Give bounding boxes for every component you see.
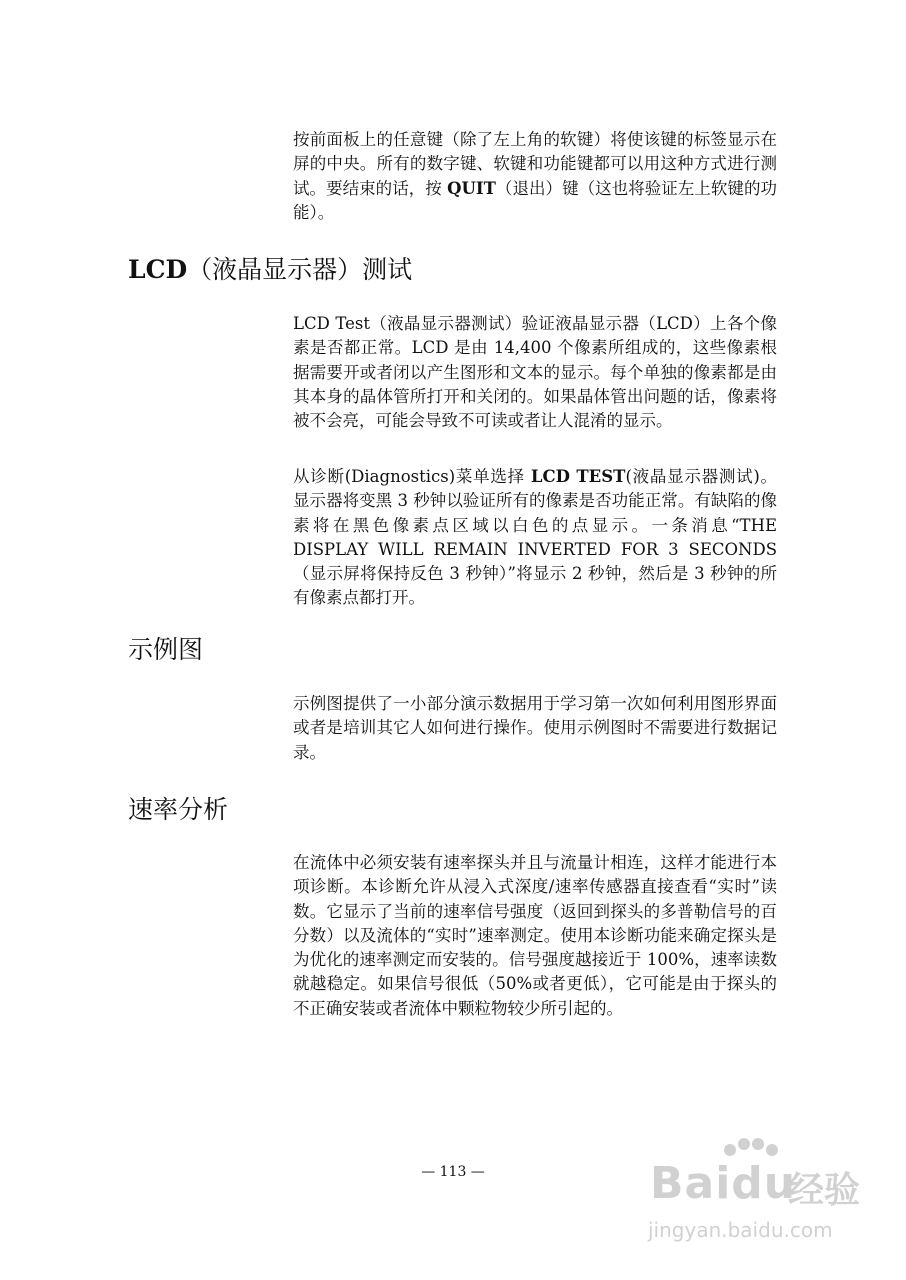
sample-heading: 示例图 [128,635,204,664]
lcd-paragraph-1: LCD Test（液晶显示器测试）验证液晶显示器（LCD）上各个像素是否都正常。LCD 是由 14,400 个像素所组成的，这些像素根据需要开或者闭以产生图形和文本的显示。每个单独的像素都是由其本身的晶体管所打开和关闭的。如果晶体管出问题的话，像素将被不会亮，可能会导致不可读或者让人混淆的显示。 [293,314,777,431]
watermark-brand-cn: 经验 [788,1170,861,1211]
rate-analysis-paragraph: 在流体中必须安装有速率探头并且与流量计相连，这样才能进行本项诊断。本诊断允许从浸入式深度/速率传感器直接查看“实时”读数。它显示了当前的速率信号强度（返回到探头的多普勒信号的百分数）以及流体的“实时”速率测定。使用本诊断功能来确定探头是为优化的速率测定而安装的。信号强度越接近于 100%，速率读数就越稳定。如果信号很低（50%或者更低），它可能是由于探头的不正确安装或者流体中颗粒物较少所引起的。 [293,853,777,1018]
page-number: — 113 — [421,1164,485,1180]
lcd-test-heading [128,255,412,285]
watermark-brand: Baidu [650,1158,797,1209]
lcd-heading-rest: （液晶显示器）测试 [187,255,413,284]
rate-analysis-heading: 速率分析 [128,795,229,824]
lcd-heading-bold: LCD [128,255,188,284]
lcd-paragraph-2 [293,465,777,611]
quit-key-label: QUIT [447,178,496,198]
lcd-test-key-label: LCD TEST [530,467,626,486]
lcd-p2-text-a: 从诊断(Diagnostics)菜单选择 [293,467,531,486]
intro-paragraph [293,128,777,225]
baidu-watermark [640,1140,890,1250]
intro-text-b: （退出）键（这也将验证左上软键的功能）。 [293,178,778,222]
sample-paragraph: 示例图提供了一小部分演示数据用于学习第一次如何利用图形界面或者是培训其它人如何进行操作。使用示例图时不需要进行数据记录。 [293,694,777,762]
paw-icon [718,1136,778,1160]
intro-text-a: 按前面板上的任意键（除了左上角的软键）将使该键的标签显示在屏的中央。所有的数字键、软键和功能键都可以用这种方式进行测试。要结束的话，按 [293,130,777,198]
watermark-url: jingyan.baidu.com [648,1218,833,1242]
lcd-p2-text-b: (液晶显示器测试)。显示器将变黑 3 秒钟以验证所有的像素是否功能正常。有缺陷的像素将在黑色像素点区域以白色的点显示。一条消息“THE DISPLAY WILL REMAIN INVERTED FOR 3 SECONDS（显示屏将保持反色 3 秒钟）”将显示 2 秒钟，然后是 3 秒钟的所有像素点都打开。 [293,467,778,608]
